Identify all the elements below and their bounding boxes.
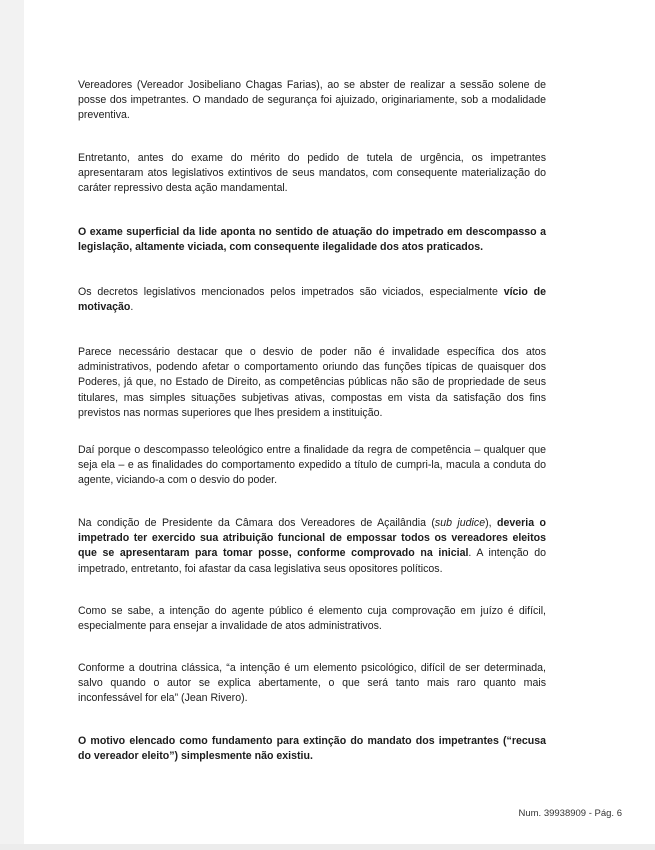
bold-run: vício de motivação xyxy=(78,286,547,314)
page-left-edge xyxy=(0,0,24,850)
paragraph: Como se sabe, a intenção do agente público é elemento cuja comprovação em juízo é difícil, especialmente para ensejar a invalidade de atos administrativos. xyxy=(78,605,546,633)
paragraph: Entretanto, antes do exame do mérito do pedido de tutela de urgência, os impetrantes apresentaram atos legislativos extintivos de seus mandatos, com consequente materialização do caráter repressivo desta ação mandamental. xyxy=(78,152,546,195)
paragraph xyxy=(78,285,546,315)
paragraph-bold: O exame superficial da lide aponta no sentido de atuação do impetrado em descompasso a legislação, altamente viciada, com consequente ilegalidade dos atos praticados. xyxy=(78,226,546,254)
text-run: Os decretos legislativos mencionados pelos impetrados são viciados, especialmente xyxy=(78,286,504,298)
bold-run: deveria o impetrado ter exercido sua atribuição funcional de empossar todos os vereadores eleitos que se apresentaram para tomar posse, conforme comprovado na inicial xyxy=(78,517,546,560)
paragraph: Vereadores (Vereador Josibeliano Chagas Farias), ao se abster de realizar a sessão solene de posse dos impetrantes. O mandado de segurança foi ajuizado, originariamente, sob a modalidade preventiva. xyxy=(78,79,546,122)
page-bottom-edge xyxy=(0,844,655,850)
paragraph: Parece necessário destacar que o desvio de poder não é invalidade específica dos atos administrativos, podendo afetar o comportamento oriundo das funções típicas de quaisquer dos Poderes, já que, no Estado de Direito, as competências públicas não são de propriedade de seus titulares, mas simples situações subjetivas ativas, compostas em vista da satisfação dos fins previstos nas normas superiores que lhes presidem a instituição. xyxy=(78,346,546,419)
text-run: ), xyxy=(485,517,497,529)
italic-run: sub judice xyxy=(434,517,486,529)
paragraph xyxy=(78,516,546,577)
text-run: . A intenção do impetrado, entretanto, foi afastar da casa legislativa seus opositores políticos. xyxy=(78,547,546,575)
paragraph: Conforme a doutrina clássica, “a intenção é um elemento psicológico, difícil de ser determinada, salvo quando o autor se explica abertamente, o que será tanto mais raro quanto mais inconfessável for ela” (Jean Rivero). xyxy=(78,662,546,705)
paragraph-bold: O motivo elencado como fundamento para extinção do mandato dos impetrantes (“recusa do vereador eleito”) simplesmente não existiu. xyxy=(78,735,546,763)
text-run: Na condição de Presidente da Câmara dos Vereadores de Açailândia ( xyxy=(78,517,435,529)
paragraph: Daí porque o descompasso teleológico entre a finalidade da regra de competência – qualquer que seja ela – e as finalidades do comportamento expedido a título de cumpri-la, macula a conduta do agente, viciando-a com o desvio do poder. xyxy=(78,444,546,487)
text-run: . xyxy=(130,301,134,314)
page-footer: Num. 39938909 - Pág. 6 xyxy=(518,808,622,819)
